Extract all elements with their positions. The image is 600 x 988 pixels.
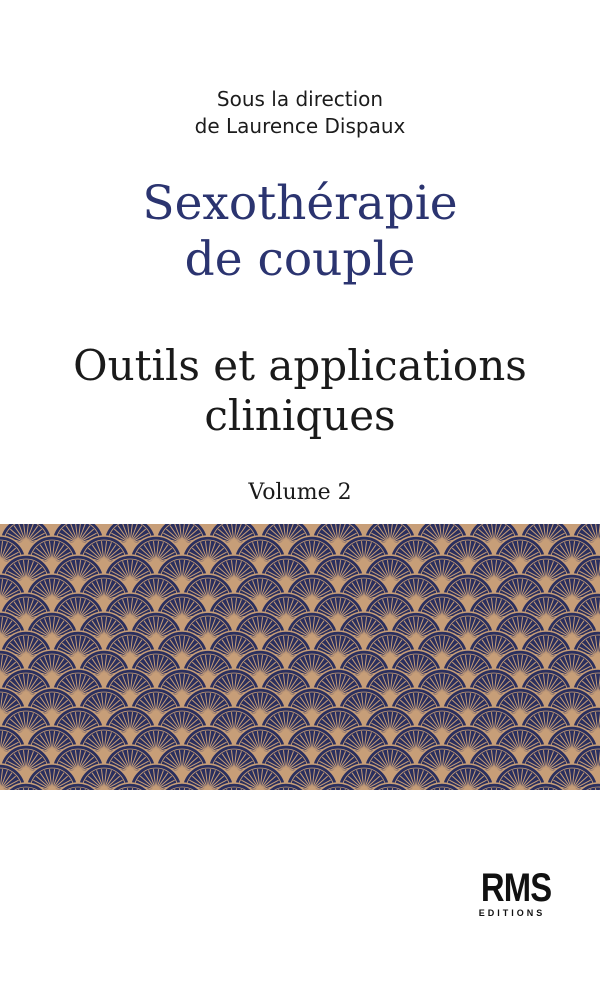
fan-pattern-graphic (0, 524, 600, 790)
publisher-logo-main: RMS (480, 866, 552, 910)
book-title-line2: de couple (184, 232, 416, 287)
volume-label: Volume 2 (248, 480, 352, 505)
editor-credit-line1: Sous la direction (216, 87, 384, 111)
publisher-logo (474, 868, 550, 919)
editor-credit (0, 86, 600, 140)
book-subtitle (0, 341, 600, 441)
book-title-line1: Sexothérapie (142, 176, 458, 231)
book-subtitle-line1: Outils et applications (73, 341, 527, 390)
editor-credit-line2: de Laurence Dispaux (194, 114, 406, 138)
book-subtitle-line2: cliniques (204, 391, 396, 440)
publisher-logo-sub: EDITIONS (478, 908, 546, 918)
art-deco-fan-pattern (0, 524, 600, 790)
book-title (0, 176, 600, 288)
